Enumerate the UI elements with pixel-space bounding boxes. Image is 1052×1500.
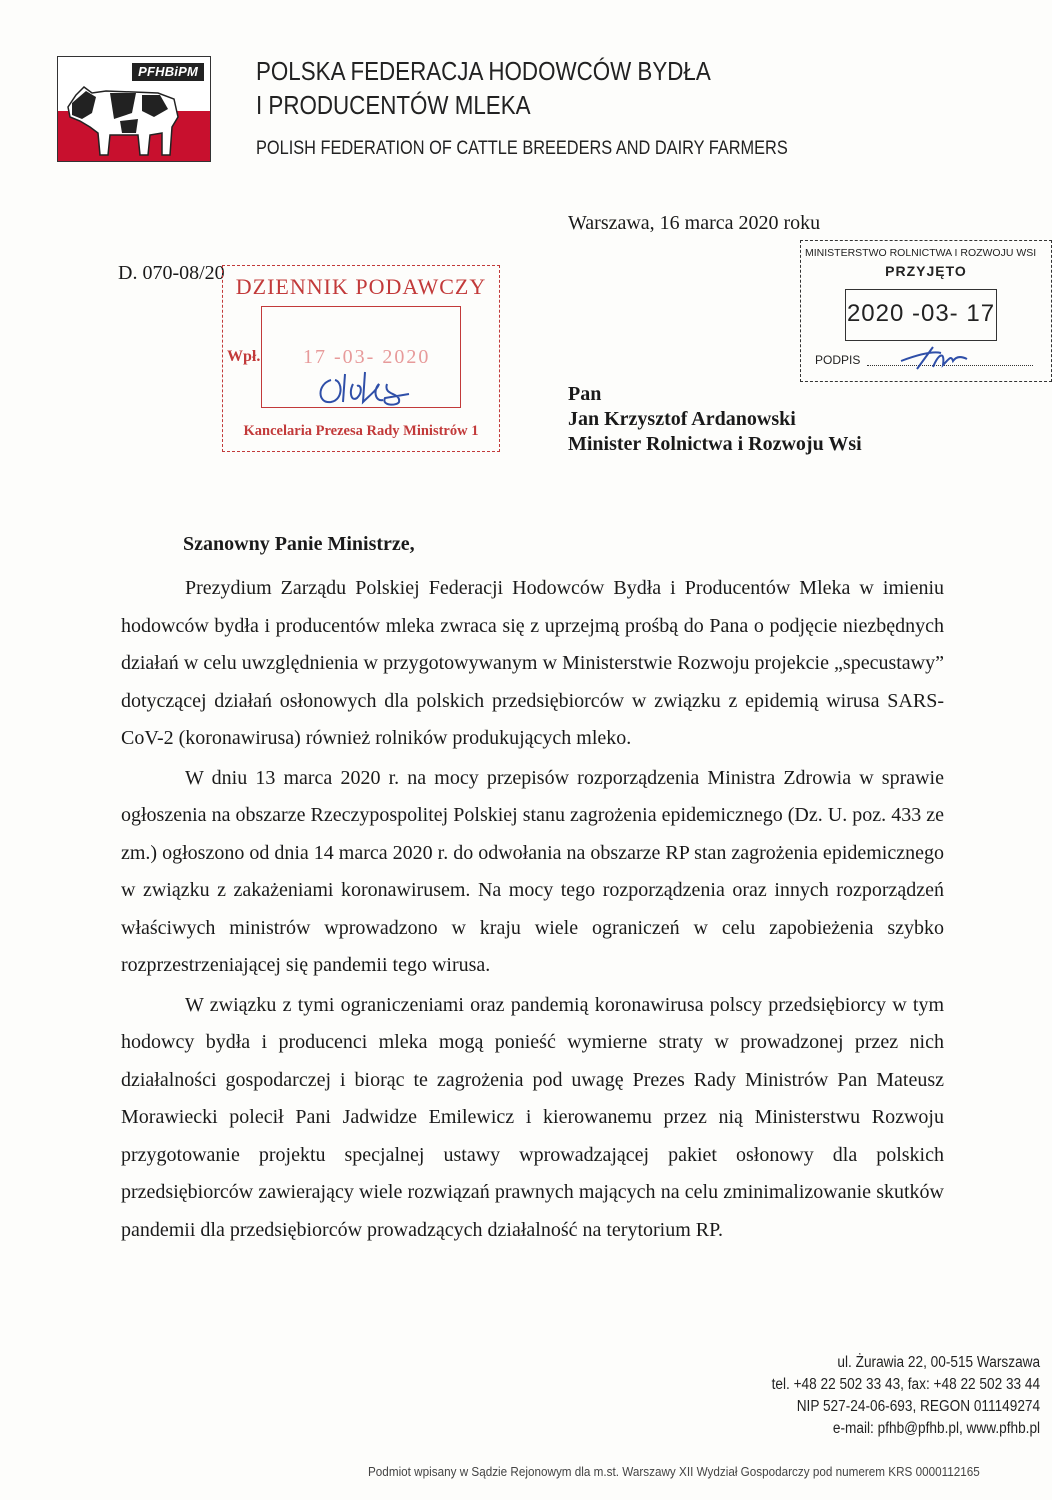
letter-body: [121, 570, 944, 1251]
addressee-line: Pan: [568, 383, 602, 405]
received-stamp-ministry: [800, 240, 1052, 382]
stamp-wpl-label: Wpł.: [227, 348, 261, 365]
organization-name-en: POLISH FEDERATION OF CATTLE BREEDERS AND DAIRY FARMERS: [256, 138, 788, 159]
body-paragraph: Prezydium Zarządu Polskiej Federacji Hodowców Bydła i Producentów Mleka w imieniu hodowców bydła i producentów mleka zwraca się z uprzejmą prośbą do Pana o podjęcie niezbędnych działań w celu uwzględnienia w przygotowywanym w Ministerstwie Rozwoju projekcie „specustawy” dotyczącej działań osłonowych dla polskich przedsiębiorców w związku z epidemią wirusa SARS-CoV-2 (koronawirusa) również rolników produkujących mleko.: [121, 577, 944, 749]
footer-line: tel. +48 22 502 33 43, fax: +48 22 502 33 44: [771, 1376, 1040, 1393]
organization-name-pl: [256, 54, 711, 122]
stamp-date-box: [845, 289, 997, 341]
footer-line: NIP 527-24-06-693, REGON 011149274: [796, 1398, 1040, 1415]
intake-stamp-red: [222, 265, 500, 452]
stamp-date: 2020 -03- 17: [846, 300, 996, 327]
footer-line: ul. Żurawia 22, 00-515 Warszawa: [837, 1354, 1040, 1371]
greeting: Szanowny Panie Ministrze,: [183, 533, 415, 555]
organization-logo: [57, 56, 211, 162]
stamp-date: 17 -03- 2020: [303, 346, 431, 368]
organization-name-line2: I PRODUCENTÓW MLEKA: [256, 90, 531, 120]
stamp-signature-label: PODPIS: [815, 353, 861, 367]
footer-line: e-mail: pfhb@pfhb.pl, www.pfhb.pl: [832, 1420, 1040, 1437]
addressee-line: Jan Krzysztof Ardanowski: [568, 408, 796, 430]
cow-icon: [62, 73, 186, 159]
registry-note: Podmiot wpisany w Sądzie Rejonowym dla m.st. Warszawy XII Wydział Gospodarczy pod numerem KRS 0000112165: [368, 1464, 980, 1479]
reference-number: D. 070-08/20: [118, 262, 225, 284]
logo-badge: PFHBiPM: [132, 63, 204, 81]
stamp-title: DZIENNIK PODAWCZY: [235, 274, 487, 299]
addressee-block: [568, 382, 862, 457]
letter-date: Warszawa, 16 marca 2020 roku: [568, 212, 821, 234]
addressee-line: Minister Rolnictwa i Rozwoju Wsi: [568, 433, 862, 455]
stamp-ministry-header: MINISTERSTWO ROLNICTWA I ROZWOJU WSI: [805, 247, 1037, 259]
body-paragraph: W związku z tymi ograniczeniami oraz pandemią koronawirusa polscy przedsiębiorcy w tym hodowcy bydła i producenci mleka mogą ponieść wymierne straty w prowadzonej przez nich działalności gospodarczej i biorąc te zagrożenia pod uwagę Prezes Rady Ministrów Pan Mateusz Morawiecki polecił Pani Jadwidze Emilewicz i kierowanemu przez nią Ministerstwu Rozwoju przygotowanie projektu specjalnej ustawy wprowadzającej pakiet osłonowy dla polskich przedsiębiorców zawierający wiele rozwiązań prawnych mających na celu zminimalizowanie skutków pandemii dla przedsiębiorców prowadzących działalność na terytorium RP.: [121, 993, 944, 1241]
body-paragraph: W dniu 13 marca 2020 r. na mocy przepisów rozporządzenia Ministra Zdrowia w sprawie ogłoszenia na obszarze Rzeczypospolitej Polskiej stanu zagrożenia epidemicznego (Dz. U. poz. 433 ze zm.) ogłoszono od dnia 14 marca 2020 r. do odwołania na obszarze RP stan zagrożenia epidemicznego w związku z zakażeniami koronawirusem. Na mocy tego rozporządzenia oraz innych rozporządzeń właściwych ministrów wprowadzono w kraju wiele ograniczeń w celu zapobieżenia szybko rozprzestrzeniającej się pandemii tego wirusa.: [121, 766, 944, 976]
stamp-footer: Kancelaria Prezesa Rady Ministrów 1: [243, 423, 479, 439]
handwritten-signature: [313, 366, 413, 410]
organization-name-line1: POLSKA FEDERACJA HODOWCÓW BYDŁA: [256, 56, 711, 86]
footer-address: [772, 1352, 1040, 1440]
stamp-received-label: PRZYJĘTO: [885, 263, 967, 279]
handwritten-signature: [893, 341, 983, 375]
